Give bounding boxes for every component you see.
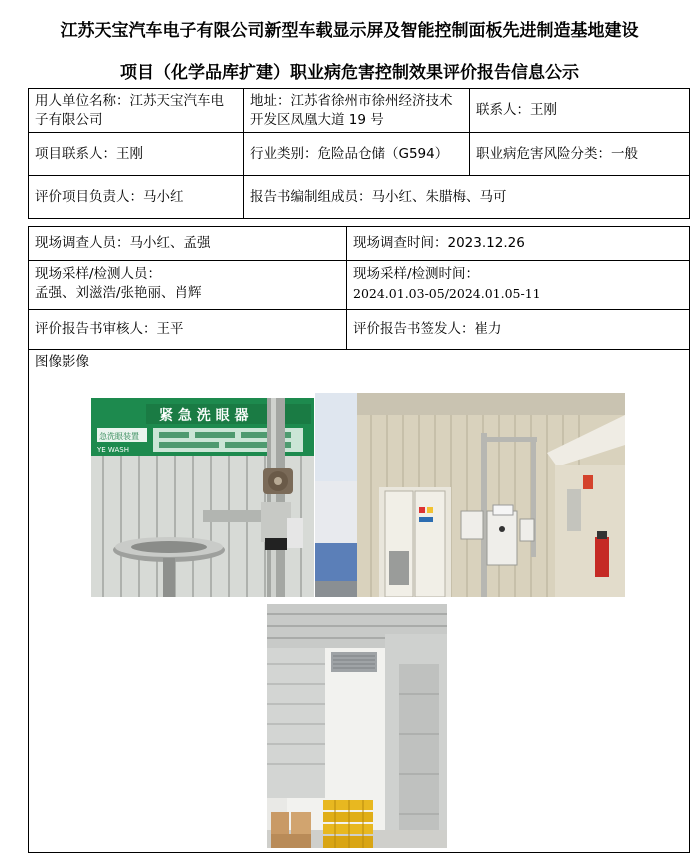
eyewash-sign-sub: 急洗眼装置 [99,432,139,441]
sampling-staff-cell [28,260,347,310]
survey-staff-cell: 现场调查人员：马小红、孟强 [28,226,347,261]
sampling-time-value: 2024.01.03-05/2024.01.05-11 [353,286,541,301]
address-cell: 地址：江苏省徐州市徐州经济技术开发区凤凰大道 19 号 [243,88,470,133]
building-photo [315,393,625,597]
survey-time-cell: 现场调查时间：2023.12.26 [346,226,690,261]
risk-class-cell: 职业病危害风险分类：一般 [469,132,690,176]
signer-cell: 评价报告书签发人：崔力 [346,309,690,350]
page-title-line2: 项目（化学品库扩建）职业病危害控制效果评价报告信息公示 [120,63,579,83]
page-title-line1: 江苏天宝汽车电子有限公司新型车载显示屏及智能控制面板先进制造基地建设 [60,21,639,41]
employer-cell: 用人单位名称：江苏天宝汽车电子有限公司 [28,88,244,133]
project-contact-cell: 项目联系人：王刚 [28,132,244,176]
eyewash-photo [91,398,314,597]
images-label: 图像影像 [35,354,89,370]
eyewash-sign-title: 紧 急 洗 眼 器 [159,408,249,424]
reviewer-cell: 评价报告书审核人：王平 [28,309,347,350]
eyewash-sign-en: YE WASH [97,446,129,454]
sampling-time-cell [346,260,690,310]
industry-cell: 行业类别：危险品仓储（G594） [243,132,470,176]
sampling-staff-value: 孟强、刘滋浩/张艳丽、肖辉 [35,285,202,301]
sampling-time-label: 现场采样/检测时间： [353,266,480,282]
interior-photo [267,604,447,848]
sampling-staff-label: 现场采样/检测人员： [35,266,162,282]
eval-lead-cell: 评价项目负责人：马小红 [28,175,244,219]
report-team-cell: 报告书编制组成员：马小红、朱腊梅、马可 [243,175,690,219]
contact-cell: 联系人：王刚 [469,88,690,133]
